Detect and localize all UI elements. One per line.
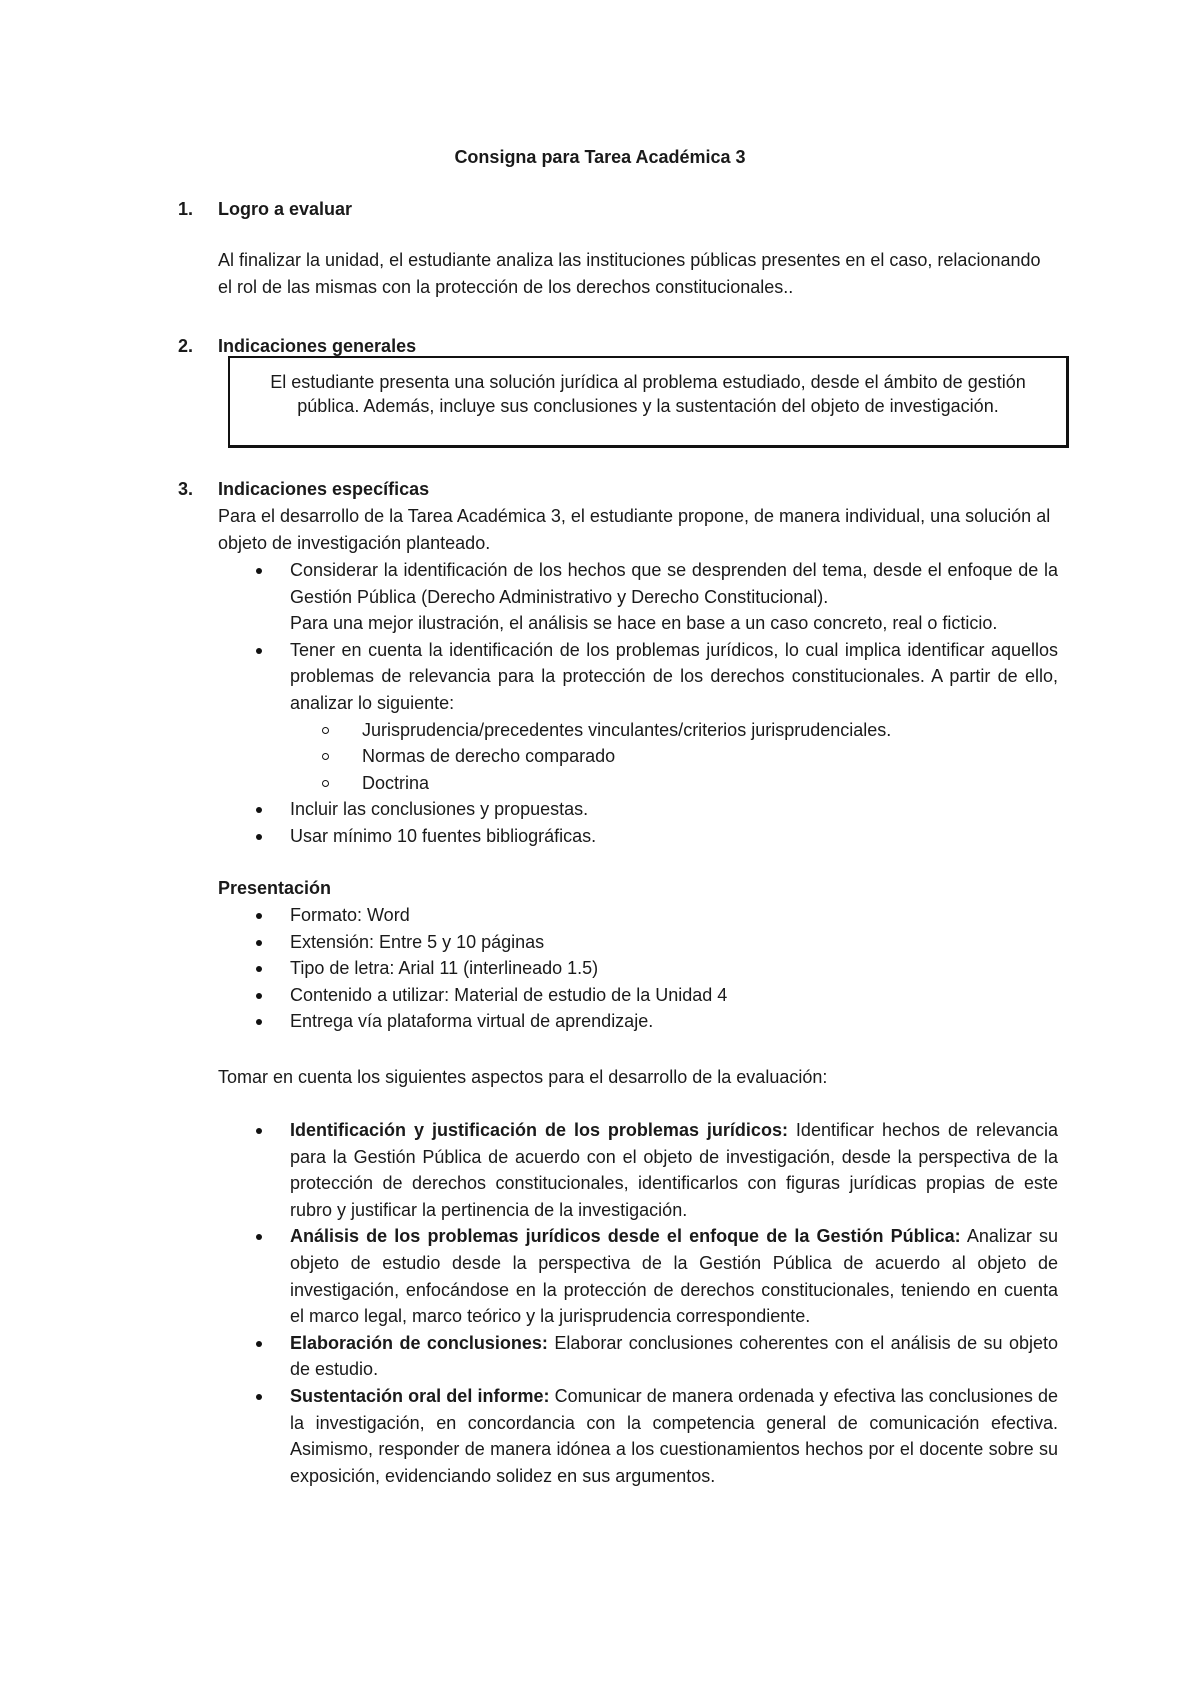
aspect-text: Comunicar de manera ordenada y efectiva las conclusiones de la investigación, en concordancia con la competencia general de comunicación efectiva. Asimismo, responder de manera idónea a los cuestionamientos hechos por el docente sobre su exposición, evidenciando solidez en sus argumentos.	[290, 1385, 1058, 1486]
presentation-heading: Presentación	[218, 878, 332, 898]
list-item	[218, 557, 1058, 637]
list-item: Tipo de letra: Arial 11 (interlineado 1.5)	[218, 955, 1058, 982]
aspect-text: Analizar su objeto de estudio desde la perspectiva de la Gestión Pública de acuerdo al objeto de investigación, enfocándose en la protección de derechos constitucionales, teniendo en cuenta el marco legal, marco teórico y la jurisprudencia correspondiente.	[290, 1226, 1058, 1327]
section-heading-logro	[178, 196, 352, 222]
bullet-icon	[256, 648, 262, 654]
list-item	[218, 1117, 1058, 1223]
sub-list-item: Normas de derecho comparado	[290, 743, 1058, 770]
bullet-icon	[256, 1341, 262, 1347]
bullet-icon	[256, 1128, 262, 1134]
sub-list-item: Jurisprudencia/precedentes vinculantes/criterios jurisprudenciales.	[290, 717, 1058, 744]
list-item	[218, 823, 1058, 850]
sub-bullet-list	[290, 717, 1058, 797]
bullet-icon	[256, 913, 262, 919]
list-item: Entrega vía plataforma virtual de aprendizaje.	[218, 1008, 1058, 1035]
aspect-label: Análisis de los problemas jurídicos desde el enfoque de la Gestión Pública:	[290, 1226, 961, 1247]
list-item	[218, 796, 1058, 823]
list-item: Contenido a utilizar: Material de estudio de la Unidad 4	[218, 982, 1058, 1009]
aspect-label: Sustentación oral del informe:	[290, 1385, 550, 1406]
circle-bullet-icon	[322, 753, 329, 760]
section-number: 1.	[178, 199, 194, 219]
list-item: Extensión: Entre 5 y 10 páginas	[218, 929, 1058, 956]
list-item: Formato: Word	[218, 902, 1058, 929]
general-instructions-box: El estudiante presenta una solución jurídica al problema estudiado, desde el ámbito de gestión pública. Además, incluye sus conclusiones y la sustentación del objeto de investigación.	[228, 356, 1069, 448]
bullet-icon	[256, 1019, 262, 1025]
bullet-icon	[256, 1394, 262, 1400]
page-title: Consigna para Tarea Académica 3	[454, 147, 746, 167]
aspect-label: Elaboración de conclusiones:	[290, 1332, 548, 1353]
list-item-text: Considerar la identificación de los hechos que se desprenden del tema, desde el enfoque de la Gestión Pública (Derecho Administrativo y Derecho Constitucional).	[290, 560, 1058, 607]
bullet-icon	[256, 807, 262, 813]
circle-bullet-icon	[322, 780, 329, 787]
section-title: Logro a evaluar	[218, 199, 353, 219]
aspect-text: Elaborar conclusiones coherentes con el análisis de su objeto de estudio.	[290, 1332, 1058, 1380]
list-item-text: Usar mínimo 10 fuentes bibliográficas.	[290, 825, 597, 846]
specific-intro-paragraph: Para el desarrollo de la Tarea Académica 3, el estudiante propone, de manera individual, una solución al objeto de investigación planteado.	[218, 506, 1051, 553]
section-number: 2.	[178, 336, 194, 356]
list-item	[218, 1223, 1058, 1329]
bullet-icon	[256, 834, 262, 840]
bullet-icon	[256, 993, 262, 999]
bullet-icon	[256, 940, 262, 946]
aspect-label: Identificación y justificación de los problemas jurídicos:	[290, 1120, 788, 1140]
bullet-icon	[256, 1234, 262, 1240]
section-title: Indicaciones específicas	[218, 479, 430, 499]
bullet-icon	[256, 966, 262, 972]
list-item	[218, 1383, 1058, 1489]
section-title: Indicaciones generales	[218, 336, 417, 356]
list-item-text: Tener en cuenta la identificación de los problemas jurídicos, lo cual implica identificar aquellos problemas de relevancia para la protección de los derechos constitucionales. A partir de ello, analizar lo siguiente:	[290, 639, 1058, 713]
list-item	[218, 1330, 1058, 1383]
list-item-text: Para una mejor ilustración, el análisis se hace en base a un caso concreto, real o ficticio.	[290, 613, 998, 634]
section-heading-indicaciones-especificas	[178, 476, 429, 502]
presentation-list	[218, 902, 1058, 1035]
circle-bullet-icon	[322, 727, 329, 734]
bullet-icon	[256, 568, 262, 574]
aspects-intro: Tomar en cuenta los siguientes aspectos para el desarrollo de la evaluación:	[218, 1067, 828, 1087]
list-item-text: Incluir las conclusiones y propuestas.	[290, 799, 589, 820]
aspects-list	[218, 1117, 1058, 1489]
sub-list-item: Doctrina	[290, 770, 1058, 797]
list-item	[218, 637, 1058, 797]
section-number: 3.	[178, 479, 194, 499]
logro-paragraph: Al finalizar la unidad, el estudiante analiza las instituciones públicas presentes en el caso, relacionando el rol de las mismas con la protección de los derechos constitucionales..	[218, 250, 1041, 297]
aspect-text: Identificar hechos de relevancia para la Gestión Pública de acuerdo con el objeto de investigación, desde la perspectiva de la protección de derechos constitucionales, identificarlos con figuras jurídicas propias de este rubro y justificar la pertinencia de la investigación.	[290, 1120, 1058, 1220]
specific-bullet-list	[218, 557, 1058, 850]
